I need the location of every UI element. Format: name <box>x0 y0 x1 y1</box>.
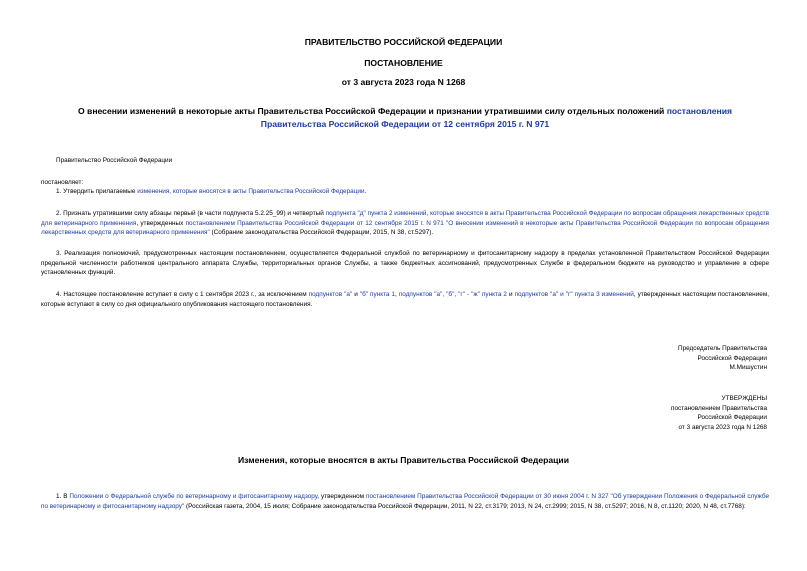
paragraph-1 <box>41 187 769 197</box>
c1-link1[interactable]: Положении о Федеральной службе по ветеринарному и фитосанитарному надзору <box>69 493 318 500</box>
p4-comma1: , <box>395 291 399 298</box>
paragraph-3: 3. Реализация полномочий, предусмотренных настоящим постановлением, осуществляется Федеральной службой по ветеринарному и фитосанитарному надзору в пределах установленной Правительством Российской Федерации предельной численности работников центрального аппарата Службы, территориальных органов Службы, а также бюджетных ассигнований, предусмотренных Службе в федеральном бюджете на руководство и управление в сфере установленных функций. <box>41 250 769 277</box>
approval-line-3: Российской Федерации <box>697 414 767 422</box>
signature-line-1: Председатель Правительства <box>678 345 767 352</box>
p2-link2[interactable]: постановлением Правительства Российской Федерации от 12 сентября 2015 г. N 971 "О внесении изменений в некоторые акты Правительства Российской Федерации по вопросам обращения лекарственных средств для ветеринарного применения" <box>41 219 770 237</box>
resolves-text: постановляет: <box>41 179 84 186</box>
signature-line-2: Российской Федерации <box>697 354 767 362</box>
changes-title: Изменения, которые вносятся в акты Правительства Российской Федерации <box>237 455 569 465</box>
c1-mid: , утвержденном <box>317 493 366 500</box>
government-heading: ПРАВИТЕЛЬСТВО РОССИЙСКОЙ ФЕДЕРАЦИИ <box>304 37 503 47</box>
paragraph-2 <box>41 209 769 238</box>
p4-link2[interactable]: "б" пункта 1 <box>359 291 396 298</box>
approval-line-2: постановлением Правительства <box>671 404 767 412</box>
paragraph-4 <box>41 290 769 309</box>
intro-text: Правительство Российской Федерации <box>56 157 173 164</box>
p1-pre: 1. Утвердить прилагаемые <box>56 188 138 195</box>
approval-line-4: от 3 августа 2023 года N 1268 <box>678 423 767 431</box>
c1-link2[interactable]: постановлением Правительства Российской Федерации от 30 июня 2004 г. N 327 "Об утверждении Положения о Федеральной службе по ветеринарному и фитосанитарному надзору" <box>41 493 769 510</box>
p2-pre: 2. Признать утратившими силу абзацы первый (в части подпункта 5.2.25_99) и четвертый <box>56 210 326 217</box>
p1-link[interactable]: изменения, которые вносятся в акты Правительства Российской Федерации <box>137 188 365 195</box>
c1-pre: 1. В <box>56 493 70 500</box>
c1-post: (Российская газета, 2004, 15 июля; Собрание законодательства Российской Федерации, 2011, N 22, ст.3179; 2013, N 24, ст.2999; 2015, N 38, ст.5297; 2016, N 8, ст.1120; 2020, N 48, ст.7768): <box>184 502 746 510</box>
changes-paragraph-1 <box>41 492 769 511</box>
p1-post: . <box>364 188 367 195</box>
p4-pre: 4. Настоящее постановление вступает в силу с 1 сентября 2023 г., за исключением <box>56 291 309 298</box>
p4-and1: и <box>352 291 360 298</box>
p4-and2: и <box>507 291 515 298</box>
p4-post: , утвержденных настоящим постановлением, которые вступают в силу со дня официального опубликования настоящего постановления. <box>41 291 770 308</box>
document-title <box>60 105 750 131</box>
approval-line-1: УТВЕРЖДЕНЫ <box>721 395 767 402</box>
document-date-number: от 3 августа 2023 года N 1268 <box>341 77 466 87</box>
p4-link3[interactable]: подпунктов "а", "б", "г" - "ж" пункта 2 <box>398 291 507 298</box>
p2-link1[interactable]: подпункта "д" пункта 2 изменений, которые вносятся в акты Правительства Российской Федерации по вопросам обращения лекарственных средств для ветеринарного применения <box>41 210 769 227</box>
signature-line-3: М.Мишустин <box>729 364 767 372</box>
p4-link1[interactable]: подпунктов "а" <box>308 291 353 298</box>
title-link[interactable]: постановления Правительства Российской Федерации от 12 сентября 2015 г. N 971 <box>260 106 733 129</box>
p2-mid: , утвержденных <box>136 219 186 227</box>
signature-block <box>678 344 767 373</box>
title-text: О внесении изменений в некоторые акты Правительства Российской Федерации и признании утратившими силу отдельных положений <box>77 106 667 116</box>
approval-block <box>671 394 767 432</box>
document-type: ПОСТАНОВЛЕНИЕ <box>364 58 443 68</box>
p2-post: (Собрание законодательства Российской Федерации, 2015, N 38, ст.5297). <box>209 229 434 237</box>
p4-link4[interactable]: подпунктов "а" и "г" пункта 3 изменений <box>514 291 634 298</box>
